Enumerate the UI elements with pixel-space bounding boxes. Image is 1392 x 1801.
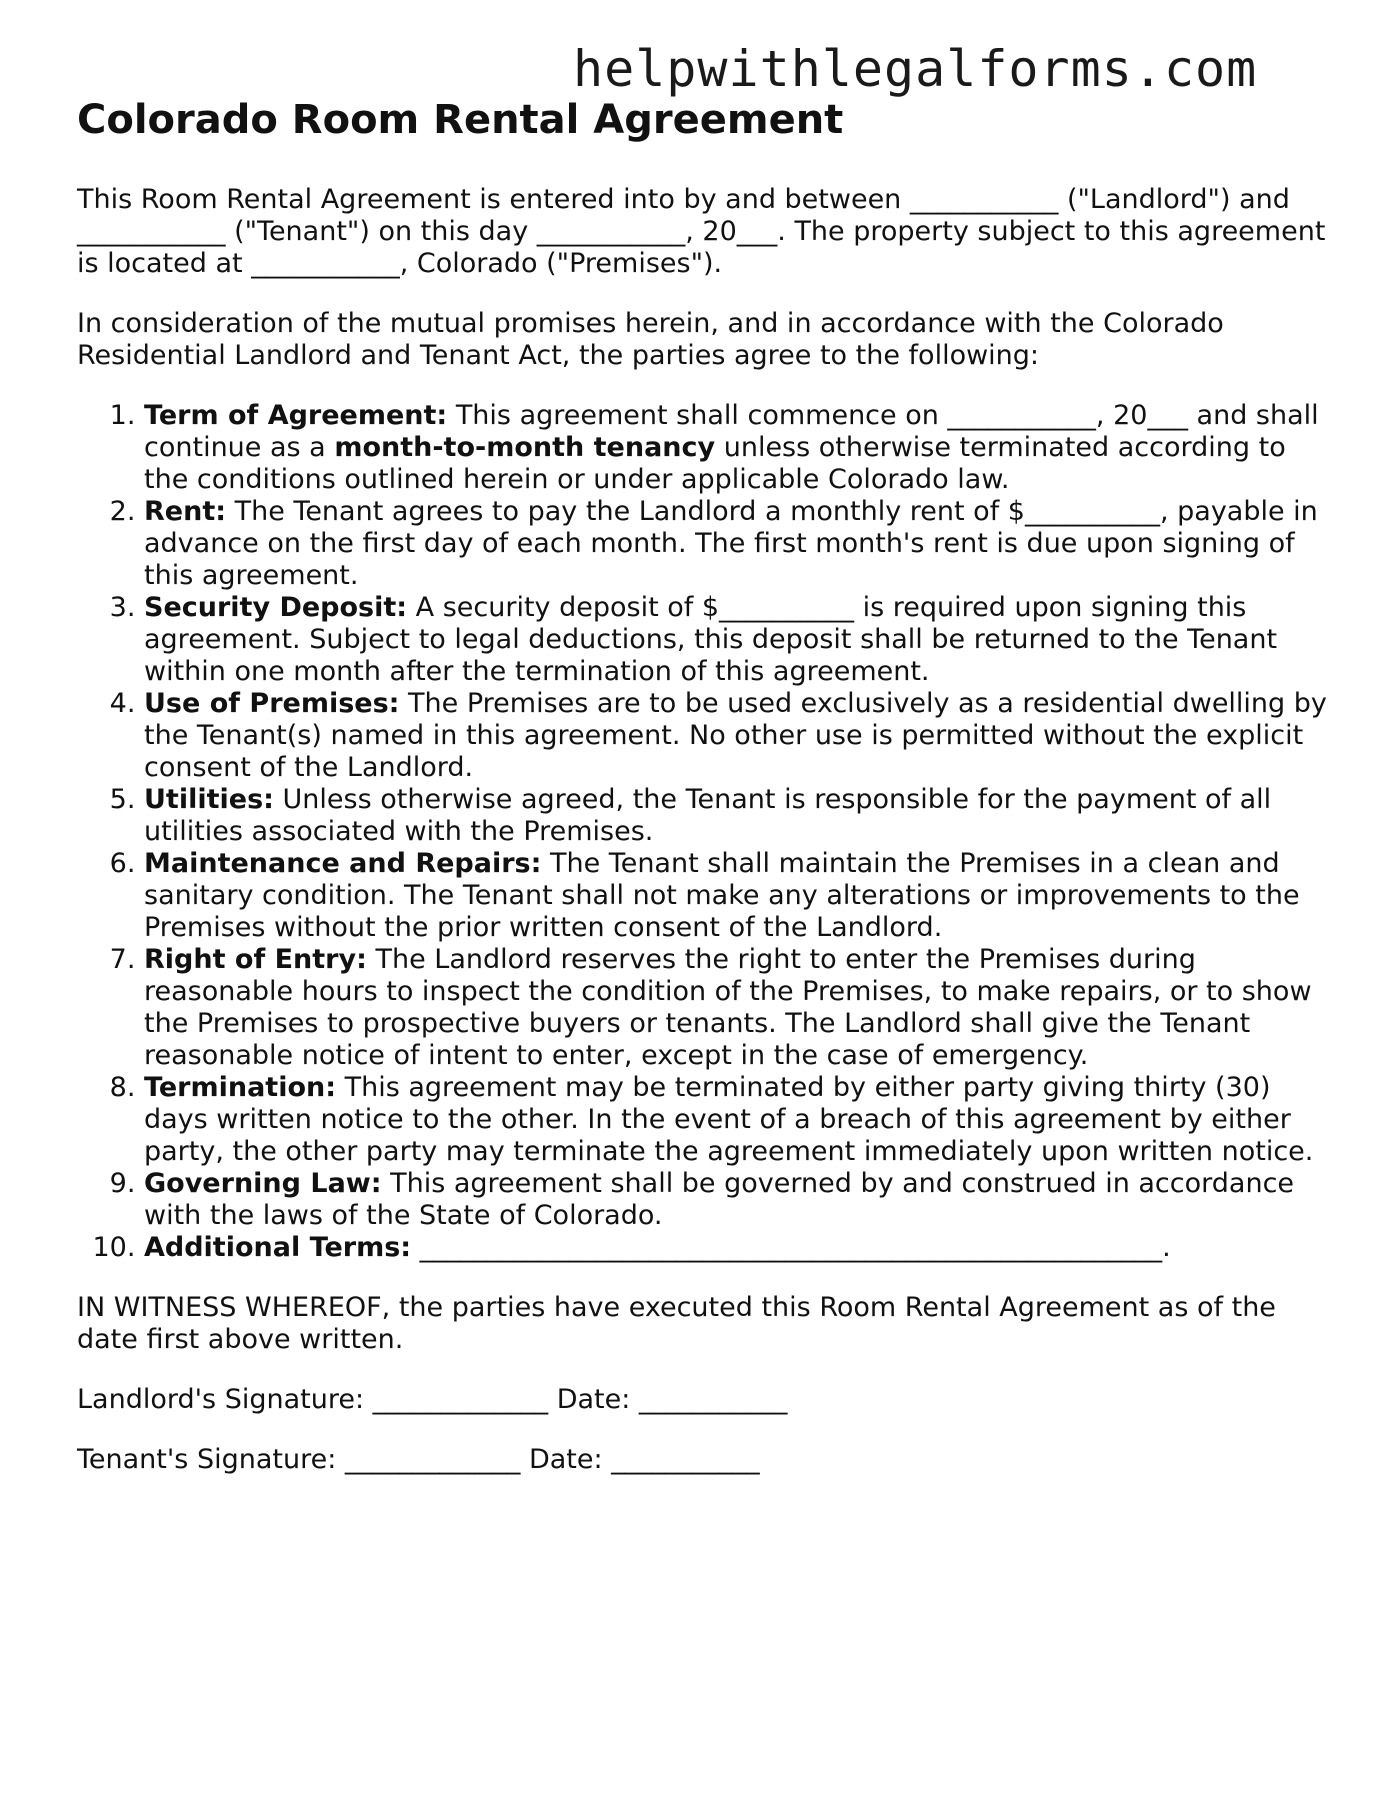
clause-text: Unless otherwise agreed, the Tenant is responsible for the payment of all utilities associated with the Premises. (144, 784, 1272, 847)
clause-text: This agreement shall be governed by and construed in accordance with the laws of the State of Colorado. (144, 1168, 1295, 1231)
intro-paragraph: This Room Rental Agreement is entered into by and between ___________ ("Landlord") and ___________ ("Tenant") on this day ___________, 20___. The property subject to this agreement is located at ___________, Colorado ("Premises"). (77, 184, 1326, 279)
document-title: Colorado Room Rental Agreement (77, 97, 844, 143)
clause-utilities (144, 784, 1327, 848)
clause-heading: Termination: (144, 1072, 337, 1103)
clause-text: This agreement shall commence on ___________, 20___ and shall continue as a (144, 400, 1319, 463)
document-page (77, 92, 1327, 1476)
clause-heading: Rent: (144, 496, 227, 527)
witness-paragraph: IN WITNESS WHEREOF, the parties have executed this Room Rental Agreement as of the date first above written. (77, 1292, 1276, 1355)
clause-text: The Landlord reserves the right to enter the Premises during reasonable hours to inspect the condition of the Premises, to make repairs, or to show the Premises to prospective buyers or tenants. The Landlord shall give the Tenant reasonable notice of intent to enter, except in the case of emergency. (144, 944, 1312, 1071)
clause-list (77, 400, 1327, 1264)
clause-text: _______________________________________________________. (411, 1232, 1171, 1263)
clause-term (144, 400, 1327, 496)
clause-heading: Additional Terms: (144, 1232, 412, 1263)
clause-emphasis: month-to-month tenancy (334, 432, 716, 463)
clause-heading: Utilities: (144, 784, 274, 815)
clause-additional-terms (144, 1232, 1327, 1264)
clause-right-of-entry (144, 944, 1327, 1072)
tenant-signature-line: Tenant's Signature: _____________ Date: ___________ (77, 1444, 760, 1475)
clause-text: The Premises are to be used exclusively as a residential dwelling by the Tenant(s) named in this agreement. No other use is permitted without the explicit consent of the Landlord. (144, 688, 1327, 783)
clause-heading: Term of Agreement: (144, 400, 448, 431)
clause-heading: Right of Entry: (144, 944, 367, 975)
watermark: helpwithlegalforms.com (573, 40, 1258, 98)
clause-text: The Tenant shall maintain the Premises in a clean and sanitary condition. The Tenant shall not make any alterations or improvements to the Premises without the prior written consent of the Landlord. (144, 848, 1300, 943)
clause-termination (144, 1072, 1327, 1168)
clause-text: The Tenant agrees to pay the Landlord a monthly rent of $__________, payable in advance on the first day of each month. The first month's rent is due upon signing of this agreement. (144, 496, 1318, 591)
clause-heading: Use of Premises: (144, 688, 400, 719)
clause-rent (144, 496, 1327, 592)
clause-text: This agreement may be terminated by either party giving thirty (30) days written notice to the other. In the event of a breach of this agreement by either party, the other party may terminate the agreement immediately upon written notice. (144, 1072, 1314, 1167)
clause-maintenance (144, 848, 1327, 944)
clause-heading: Governing Law: (144, 1168, 382, 1199)
landlord-signature-line: Landlord's Signature: _____________ Date: ___________ (77, 1384, 788, 1415)
clause-text: A security deposit of $__________ is required upon signing this agreement. Subject to legal deductions, this deposit shall be returned to the Tenant within one month after the termination of this agreement. (144, 592, 1278, 687)
clause-heading: Maintenance and Repairs: (144, 848, 542, 879)
clause-security-deposit (144, 592, 1327, 688)
clause-governing-law (144, 1168, 1327, 1232)
clause-text: unless otherwise terminated according to the conditions outlined herein or under applicable Colorado law. (144, 432, 1286, 495)
consideration-paragraph: In consideration of the mutual promises herein, and in accordance with the Colorado Residential Landlord and Tenant Act, the parties agree to the following: (77, 308, 1224, 371)
clause-use-of-premises (144, 688, 1327, 784)
clause-heading: Security Deposit: (144, 592, 408, 623)
